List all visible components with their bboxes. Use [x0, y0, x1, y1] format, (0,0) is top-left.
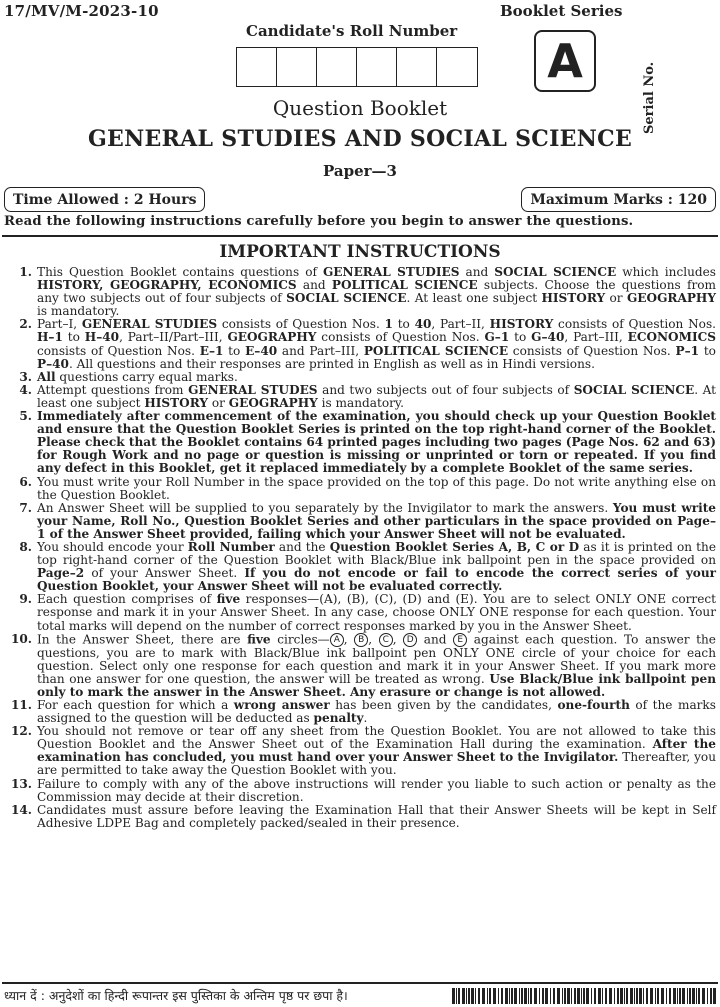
footer-divider [2, 982, 718, 984]
answer-circle-icon: E [453, 633, 467, 647]
instruction-number: 13. [10, 776, 32, 791]
roll-digit-box[interactable] [397, 48, 437, 86]
hindi-note: ध्यान दें : अनुदेशों का हिन्दी रूपान्तर इस पुस्तिका के अन्तिम पृष्ठ पर छपा है। [4, 988, 348, 1003]
instruction-text: An Answer Sheet will be supplied to you separately by the Invigilator to mark the answers. [37, 500, 613, 515]
instruction-bold-text: Immediately after commencement of the examination, you should check up your Question Booklet and ensure that the Question Booklet Series is printed on the top right-hand corner of the Booklet. Please check that the Booklet contains 64 printed pages including two pages (Page Nos. 62 and 63) for Rough Work and no page or question is missing or unprinted or torn or repeated. If you find any defect in this Booklet, get it replaced immediately by a complete Booklet of the same series. [37, 409, 716, 476]
instruction-bold-text: G–40 [531, 330, 565, 345]
instruction-number: 3. [19, 369, 32, 384]
instruction-bold-text: POLITICAL SCIENCE [363, 343, 509, 358]
instruction-text: to [62, 330, 85, 345]
instruction-bold-text: GEOGRAPHY [227, 330, 317, 345]
instructions-heading: IMPORTANT INSTRUCTIONS [219, 242, 501, 262]
instruction-bold-text: SOCIAL SCIENCE [286, 291, 407, 306]
instruction-bold-text: H–40 [84, 330, 120, 345]
instruction-number: 1. [19, 265, 32, 279]
instruction-text: subjects. Choose the questions from any two subjects out of four subjects of [37, 278, 716, 306]
instruction-text: is mandatory. [37, 304, 120, 319]
instruction-bold-text: G–1 [484, 330, 510, 345]
instruction-text: questions carry equal marks. [55, 369, 238, 384]
instruction-bold-text: five [216, 592, 241, 607]
instruction-text: Part–I, [37, 317, 82, 332]
instruction-item [10, 502, 716, 541]
instruction-item [10, 318, 716, 370]
instruction-bold-text: GENERAL STUDIES [81, 317, 218, 332]
instruction-item [10, 699, 716, 725]
instruction-item [10, 384, 716, 410]
roll-number-label: Candidate's Roll Number [246, 22, 458, 40]
time-allowed-badge: Time Allowed : 2 Hours [4, 187, 205, 212]
instruction-text: consists of Question Nos. [508, 343, 676, 358]
instruction-text: circles— [270, 632, 330, 647]
instruction-bold-text: GEOGRAPHY [228, 395, 318, 410]
instruction-item [10, 778, 716, 804]
instruction-text: You must write your Roll Number in the space provided on the top of this page. Do not write anything else on the Question Booklet. [37, 474, 716, 502]
instruction-bold-text: GENERAL STUDES [188, 382, 318, 397]
instruction-number: 4. [19, 382, 32, 397]
instruction-item [10, 804, 716, 830]
instruction-bold-text: ECONOMICS [627, 330, 716, 345]
instruction-text: Thereafter, you are permitted to take away the Question Booklet with you. [37, 750, 716, 778]
instruction-text: , Part–II/Part–III, [119, 330, 228, 345]
instruction-text: or [208, 395, 229, 410]
instruction-text: In the Answer Sheet, there are [37, 632, 248, 647]
instruction-text: and [296, 278, 332, 293]
instruction-number: 7. [19, 500, 32, 515]
instruction-text: has been given by the candidates, [329, 698, 558, 712]
instruction-text: This Question Booklet contains questions of [37, 265, 323, 279]
instruction-text: . All questions and their responses are printed in English as well as in Hindi versions. [68, 356, 595, 371]
instruction-text: and the [274, 539, 330, 554]
instruction-item [10, 725, 716, 777]
instruction-text: , Part–III, [564, 330, 628, 345]
instruction-bold-text: Question Booklet Series A, B, C or D [329, 539, 580, 554]
instruction-item [10, 593, 716, 632]
instruction-text: and [459, 265, 495, 279]
instruction-bold-text: one-fourth [557, 698, 630, 712]
booklet-code: 17/MV/M-2023-10 [4, 2, 159, 20]
answer-circle-icon: B [354, 633, 368, 647]
roll-number-boxes [236, 47, 478, 87]
instruction-bold-text: P–1 [675, 343, 700, 358]
instruction-bold-text: five [247, 632, 271, 647]
instruction-text: . At least one subject [37, 382, 717, 410]
instruction-text: of the marks assigned to the question will be deducted as [37, 698, 716, 726]
instruction-bold-text: 1 [384, 317, 393, 332]
instruction-bold-text: All [37, 369, 56, 384]
instruction-bold-text: HISTORY [144, 395, 209, 410]
maximum-marks-badge: Maximum Marks : 120 [521, 187, 716, 212]
instruction-text: is mandatory. [317, 395, 404, 410]
roll-digit-box[interactable] [277, 48, 317, 86]
instruction-number: 11. [10, 698, 32, 712]
instruction-bold-text: 40 [414, 317, 432, 332]
instruction-bold-text: GEOGRAPHY [626, 291, 716, 306]
instruction-text: consists of Question Nos. [217, 317, 385, 332]
instruction-text: , [343, 632, 355, 647]
instruction-text: . At least one subject [406, 291, 542, 306]
instruction-text: responses—(A), (B), (C), (D) and (E). You are to select ONLY ONE correct response and mark it in your Answer Sheet. In any case, choose ONLY ONE response for each question. Your total marks will depend on the number of correct responses marked by you in the Answer Sheet. [37, 592, 716, 633]
instruction-text: You should encode your [37, 539, 188, 554]
instruction-bold-text: penalty [313, 711, 364, 726]
instruction-text: Candidates must assure before leaving the Examination Hall that their Answer Sheets will be kept in Self Adhesive LDPE Bag and completely packed/sealed in their presence. [37, 802, 716, 830]
instruction-number: 9. [19, 592, 32, 607]
roll-digit-box[interactable] [437, 48, 477, 86]
instruction-text: and [417, 632, 454, 647]
instruction-bold-text: Page–2 [37, 566, 85, 581]
instruction-item [10, 633, 716, 699]
booklet-series-letter: A [534, 30, 596, 92]
booklet-series-label: Booklet Series [500, 2, 623, 20]
instruction-text: Each question comprises of [37, 592, 217, 607]
instruction-bold-text: You must write your Name, Roll No., Question Booklet Series and other particulars in the space provided on Page–1 of the Answer Sheet provided, failing which your Answer Sheet will not be evaluated. [37, 500, 716, 541]
instruction-text: which includes [616, 265, 716, 279]
instruction-bold-text: POLITICAL SCIENCE [331, 278, 478, 293]
instruction-text: and two subjects out of four subjects of [317, 382, 574, 397]
instruction-bold-text: If you do not encode or fail to encode the correct series of your Question Booklet, your Answer Sheet will not be evaluated correctly. [37, 566, 717, 594]
instruction-text: as it is printed on the top right-hand corner of the Question Booklet with Black/Blue ink ballpoint pen in the space provided on [37, 539, 716, 568]
instruction-text: to [223, 343, 246, 358]
instruction-text: consists of Question Nos. [316, 330, 485, 345]
instruction-bold-text: SOCIAL SCIENCE [494, 265, 617, 279]
read-instructions-note: Read the following instructions carefully before you begin to answer the questions. [4, 214, 634, 229]
instruction-text: Attempt questions from [37, 382, 189, 397]
instruction-bold-text: Use Black/Blue ink ballpoint pen only to mark the answer in the Answer Sheet. Any erasure or change is not allowed. [37, 671, 716, 699]
paper-number: Paper—3 [323, 162, 397, 180]
instruction-text: against each question. To answer the questions, you are to mark with Black/Blue ink ballpoint pen ONLY ONE circle of your choice for each question. Select only one response for each question and mark it in your Answer Sheet. If you mark more than one answer for one question, the answer will be treated as wrong. [37, 632, 716, 686]
instruction-item [10, 266, 716, 318]
instruction-bold-text: Roll Number [187, 539, 275, 554]
instruction-text: and Part–III, [277, 343, 364, 358]
instruction-number: 10. [10, 631, 32, 646]
roll-digit-box[interactable] [357, 48, 397, 86]
answer-circle-icon: D [403, 633, 417, 647]
instruction-text: Failure to comply with any of the above instructions will render you liable to such action or penalty as the Commission may decide at their discretion. [37, 776, 716, 804]
instruction-item [10, 476, 716, 502]
instruction-text: , Part–II, [431, 317, 490, 332]
instruction-bold-text: HISTORY [541, 291, 606, 306]
instruction-item [10, 410, 716, 475]
main-title: GENERAL STUDIES AND SOCIAL SCIENCE [87, 126, 633, 152]
instruction-text: of your Answer Sheet. [84, 566, 245, 581]
roll-digit-box[interactable] [237, 48, 277, 86]
instruction-bold-text: HISTORY, GEOGRAPHY, ECONOMICS [37, 278, 297, 293]
roll-digit-box[interactable] [317, 48, 357, 86]
instruction-text: or [605, 291, 627, 306]
instruction-number: 2. [19, 317, 32, 332]
instruction-bold-text: E–40 [245, 343, 278, 358]
instruction-bold-text: GENERAL STUDIES [322, 265, 460, 279]
instruction-text: to [699, 343, 716, 358]
instruction-bold-text: wrong answer [233, 698, 330, 712]
instruction-number: 12. [10, 724, 32, 739]
instruction-bold-text: SOCIAL SCIENCE [573, 382, 695, 397]
instruction-item [10, 541, 716, 593]
instruction-text: , [392, 632, 404, 647]
instruction-text: , [368, 632, 379, 647]
instruction-bold-text: P–40 [37, 356, 69, 371]
instruction-text: to [509, 330, 532, 345]
instruction-bold-text: After the examination has concluded, you must hand over your Answer Sheet to the Invigilator. [37, 737, 716, 765]
answer-circle-icon: A [330, 633, 344, 647]
instruction-bold-text: HISTORY [489, 317, 554, 332]
instruction-bold-text: H–1 [37, 330, 63, 345]
divider [2, 235, 718, 237]
instruction-text: You should not remove or tear off any sheet from the Question Booklet. You are not allowed to take this Question Booklet and the Answer Sheet out of the Examination Hall during the examination. [37, 724, 716, 752]
instruction-text: . [363, 711, 368, 726]
instructions-list [10, 266, 716, 830]
booklet-title: Question Booklet [272, 96, 448, 120]
instruction-bold-text: E–1 [199, 343, 224, 358]
instruction-text: For each question for which a [37, 698, 234, 712]
instruction-text: to [392, 317, 415, 332]
answer-circle-icon: C [379, 633, 393, 647]
instruction-number: 6. [19, 474, 32, 489]
instruction-text: consists of Question Nos. [37, 343, 200, 358]
instruction-number: 8. [19, 539, 32, 554]
barcode [452, 988, 716, 1004]
serial-number-label [642, 44, 660, 134]
instruction-text: consists of Question Nos. [553, 317, 716, 332]
instruction-number: 14. [10, 802, 32, 817]
serial-label-text: Serial No. [642, 61, 657, 134]
instruction-number: 5. [19, 409, 32, 424]
